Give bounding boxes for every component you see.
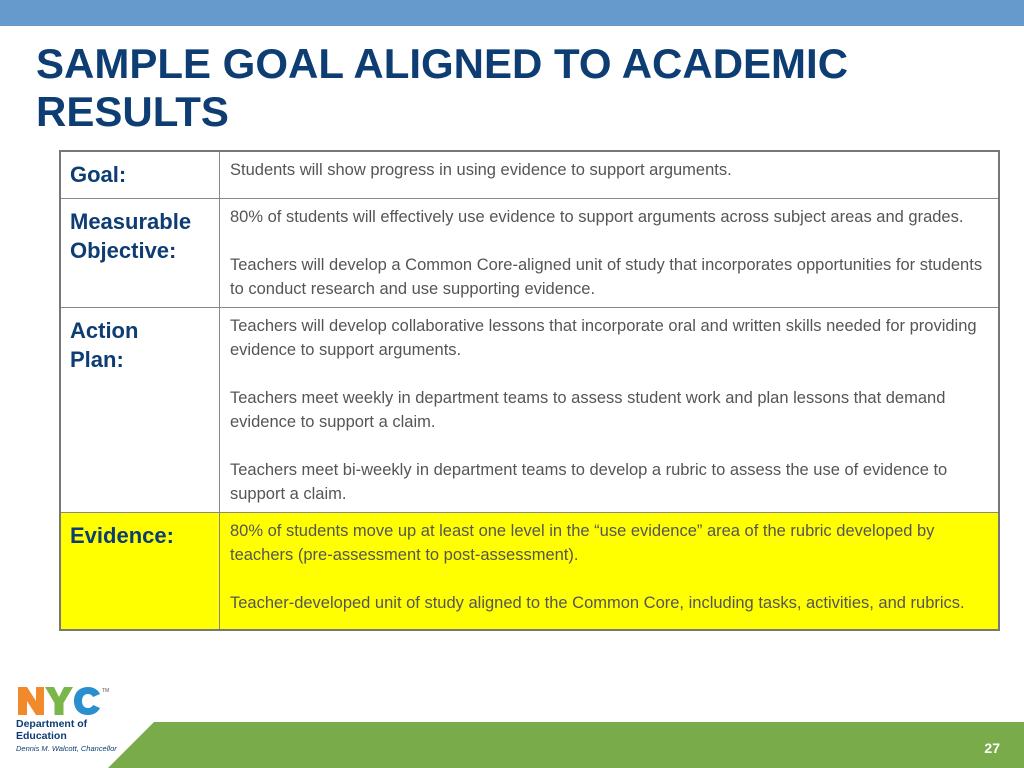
goal-paragraph: Students will show progress in using evidence to support arguments.: [230, 161, 732, 179]
measurable-label-line2: Objective:: [70, 238, 177, 263]
nyc-doe-logo: [16, 683, 126, 763]
action-paragraph-2: Teachers meet weekly in department teams to assess student work and plan lessons that demand evidence to support a claim.: [230, 389, 946, 431]
logo-chancellor: Dennis M. Walcott, Chancellor: [16, 744, 117, 753]
evidence-text: [220, 513, 1000, 631]
action-paragraph-3: Teachers meet bi-weekly in department teams to develop a rubric to assess the use of evidence to support a claim.: [230, 461, 948, 503]
top-color-bar: [0, 0, 1024, 26]
page-number: 27: [984, 740, 1000, 756]
logo-department-line1: Department of: [16, 718, 88, 730]
svg-text:TM: TM: [102, 688, 110, 694]
table-row-measurable-objective: [60, 199, 999, 308]
goal-text: [220, 151, 1000, 199]
measurable-label-line1: Measurable: [70, 209, 192, 234]
goal-label: Goal:: [60, 151, 220, 199]
footer-green-band: [108, 722, 1024, 768]
evidence-label: Evidence:: [60, 513, 220, 631]
action-paragraph-1: Teachers will develop collaborative lessons that incorporate oral and written skills needed for providing evidence to support arguments.: [230, 317, 977, 359]
slide-title: SAMPLE GOAL ALIGNED TO ACADEMIC RESULTS: [36, 40, 849, 135]
action-label-line2: Plan:: [70, 347, 124, 372]
action-plan-label: [60, 308, 220, 513]
action-plan-text: [220, 308, 1000, 513]
measurable-objective-text: [220, 199, 1000, 308]
measurable-objective-label: [60, 199, 220, 308]
table-row-goal: [60, 151, 999, 199]
table-row-evidence: [60, 513, 999, 631]
goal-table: [59, 150, 1000, 631]
measurable-paragraph-2: Teachers will develop a Common Core-aligned unit of study that incorporates opportunities for students to conduct research and use supporting evidence.: [230, 256, 983, 298]
measurable-paragraph-1: 80% of students will effectively use evidence to support arguments across subject areas and grades.: [230, 208, 964, 226]
logo-department-line2: Education: [16, 730, 67, 742]
logo-department: [16, 718, 87, 742]
table-row-action-plan: [60, 308, 999, 513]
evidence-paragraph-2: Teacher-developed unit of study aligned to the Common Core, including tasks, activities, and rubrics.: [230, 594, 965, 612]
action-label-line1: Action: [70, 318, 139, 343]
nyc-logo-mark-icon: [16, 683, 116, 717]
evidence-paragraph-1: 80% of students move up at least one level in the “use evidence” area of the rubric developed by teachers (pre-assessment to post-assessment).: [230, 522, 935, 564]
